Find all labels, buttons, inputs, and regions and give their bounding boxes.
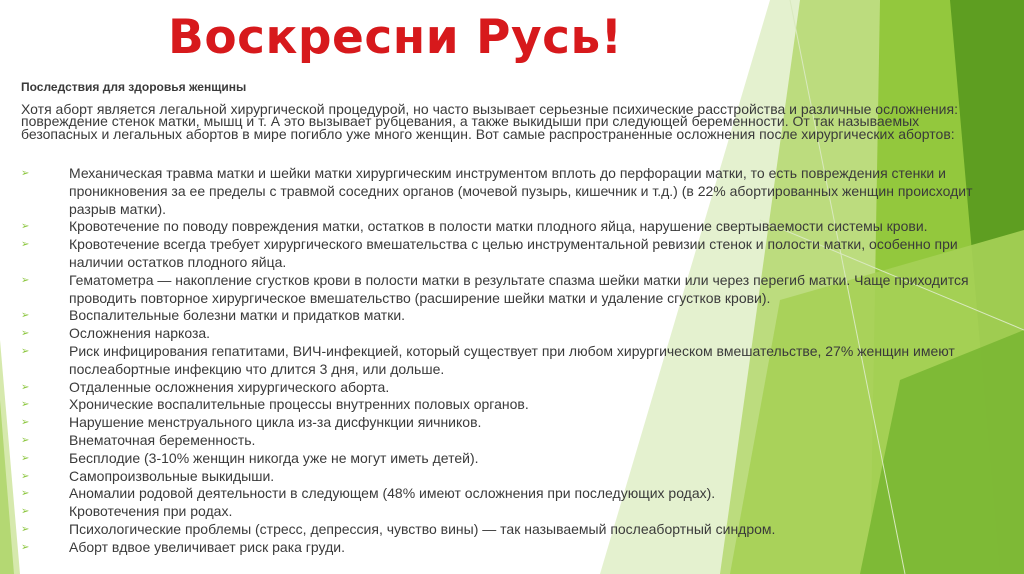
- list-item: [21, 521, 1001, 539]
- list-item: [21, 539, 1001, 557]
- triangle-bullet-icon: ➢: [21, 417, 30, 429]
- triangle-bullet-icon: ➢: [21, 523, 30, 535]
- list-item: [21, 218, 1001, 236]
- list-item-text: Бесплодие (3-10% женщин никогда уже не могут иметь детей).: [69, 449, 479, 466]
- triangle-bullet-icon: ➢: [21, 239, 30, 251]
- list-item: [21, 325, 1001, 343]
- triangle-bullet-icon: ➢: [21, 168, 30, 179]
- triangle-bullet-icon: ➢: [21, 381, 30, 393]
- list-item-text: Гематометра — накопление сгустков крови в полости матки в результате спазма шейки матки или через перегиб матки. Чаще приходится проводить повторное хирургическое вмешательство (расширение шейки матки и удаление сгустков крови).: [69, 271, 969, 306]
- list-item-text: Кровотечение по поводу повреждения матки, остатков в полости матки плодного яйца, нарушение свертываемости системы крови.: [69, 218, 928, 235]
- list-item: [21, 468, 1001, 486]
- triangle-bullet-icon: ➢: [21, 399, 30, 411]
- triangle-bullet-icon: ➢: [21, 221, 30, 233]
- list-item-text: Внематочная беременность.: [69, 431, 256, 448]
- list-item: [21, 307, 1001, 325]
- list-item-text: Кровотечения при родах.: [69, 503, 233, 520]
- list-item-text: Воспалительные болезни матки и придатков матки.: [69, 307, 406, 324]
- slide-subtitle: Последствия для здоровья женщины: [21, 80, 247, 94]
- triangle-bullet-icon: ➢: [21, 345, 30, 357]
- list-item: [21, 450, 1001, 468]
- triangle-bullet-icon: ➢: [21, 328, 30, 340]
- list-item-text: Риск инфицирования гепатитами, ВИЧ-инфекцией, который существует при любом хирургическом вмешательстве, 27% женщин имеют послеабортные инфекцию что длится 3 дня, или дольше.: [69, 342, 955, 377]
- triangle-bullet-icon: ➢: [21, 274, 30, 286]
- list-item-text: Хронические воспалительные процессы внутренних половых органов.: [69, 396, 529, 413]
- list-item: [21, 396, 1001, 414]
- list-item-text: Осложнения наркоза.: [69, 325, 211, 342]
- list-item: [21, 379, 1001, 397]
- list-item-text: Отдаленные осложнения хирургического аборта.: [69, 378, 390, 395]
- list-item-text: Самопроизвольные выкидыши.: [69, 467, 275, 484]
- triangle-bullet-icon: ➢: [21, 488, 30, 500]
- list-item-text: Психологические проблемы (стресс, депрессия, чувство вины) — так называемый послеабортный синдром.: [69, 520, 776, 537]
- list-item: [21, 236, 1001, 272]
- triangle-bullet-icon: ➢: [21, 506, 30, 518]
- list-item: [21, 485, 1001, 503]
- list-item: [21, 432, 1001, 450]
- triangle-bullet-icon: ➢: [21, 470, 30, 482]
- list-item-text: Механическая травма матки и шейки матки хирургическим инструментом вплоть до перфорации матки, то есть повреждения стенки и проникновения за ее пределы с травмой соседних органов (мочевой пузырь, кишечник и т.д.) (в 22% абортированных женщин происходит разрыв матки).: [69, 165, 973, 217]
- slide-title: Воскресни Русь!: [168, 10, 623, 65]
- triangle-bullet-icon: ➢: [21, 452, 30, 464]
- triangle-bullet-icon: ➢: [21, 541, 30, 553]
- list-item-text: Аборт вдвое увеличивает риск рака груди.: [69, 538, 345, 555]
- intro-paragraph: Хотя аборт является легальной хирургической процедурой, но часто вызывает серьезные психические расстройства и различные осложнения: повреждение стенок матки, мышц и т. А это вызывает рубцевания, а также выкидыши при следующей беременности. От так называемых безопасных и легальных абортов в мире погибло уже много женщин. Вот самые распространенные осложнения после хирургических абортов:: [21, 101, 958, 142]
- list-item: [21, 165, 1001, 218]
- triangle-bullet-icon: ➢: [21, 434, 30, 446]
- list-item: [21, 503, 1001, 521]
- list-item: [21, 414, 1001, 432]
- list-item: [21, 343, 1001, 379]
- complications-list: [21, 165, 1001, 557]
- list-item-text: Нарушение менструального цикла из-за дисфункции яичников.: [69, 414, 482, 431]
- list-item-text: Кровотечение всегда требует хирургического вмешательства с целью инструментальной ревизии стенок и полости матки, особенно при наличии остатков плодного яйца.: [69, 236, 958, 270]
- triangle-bullet-icon: ➢: [21, 310, 30, 322]
- list-item: [21, 272, 1001, 308]
- list-item-text: Аномалии родовой деятельности в следующем (48% имеют осложнения при последующих родах).: [69, 485, 716, 502]
